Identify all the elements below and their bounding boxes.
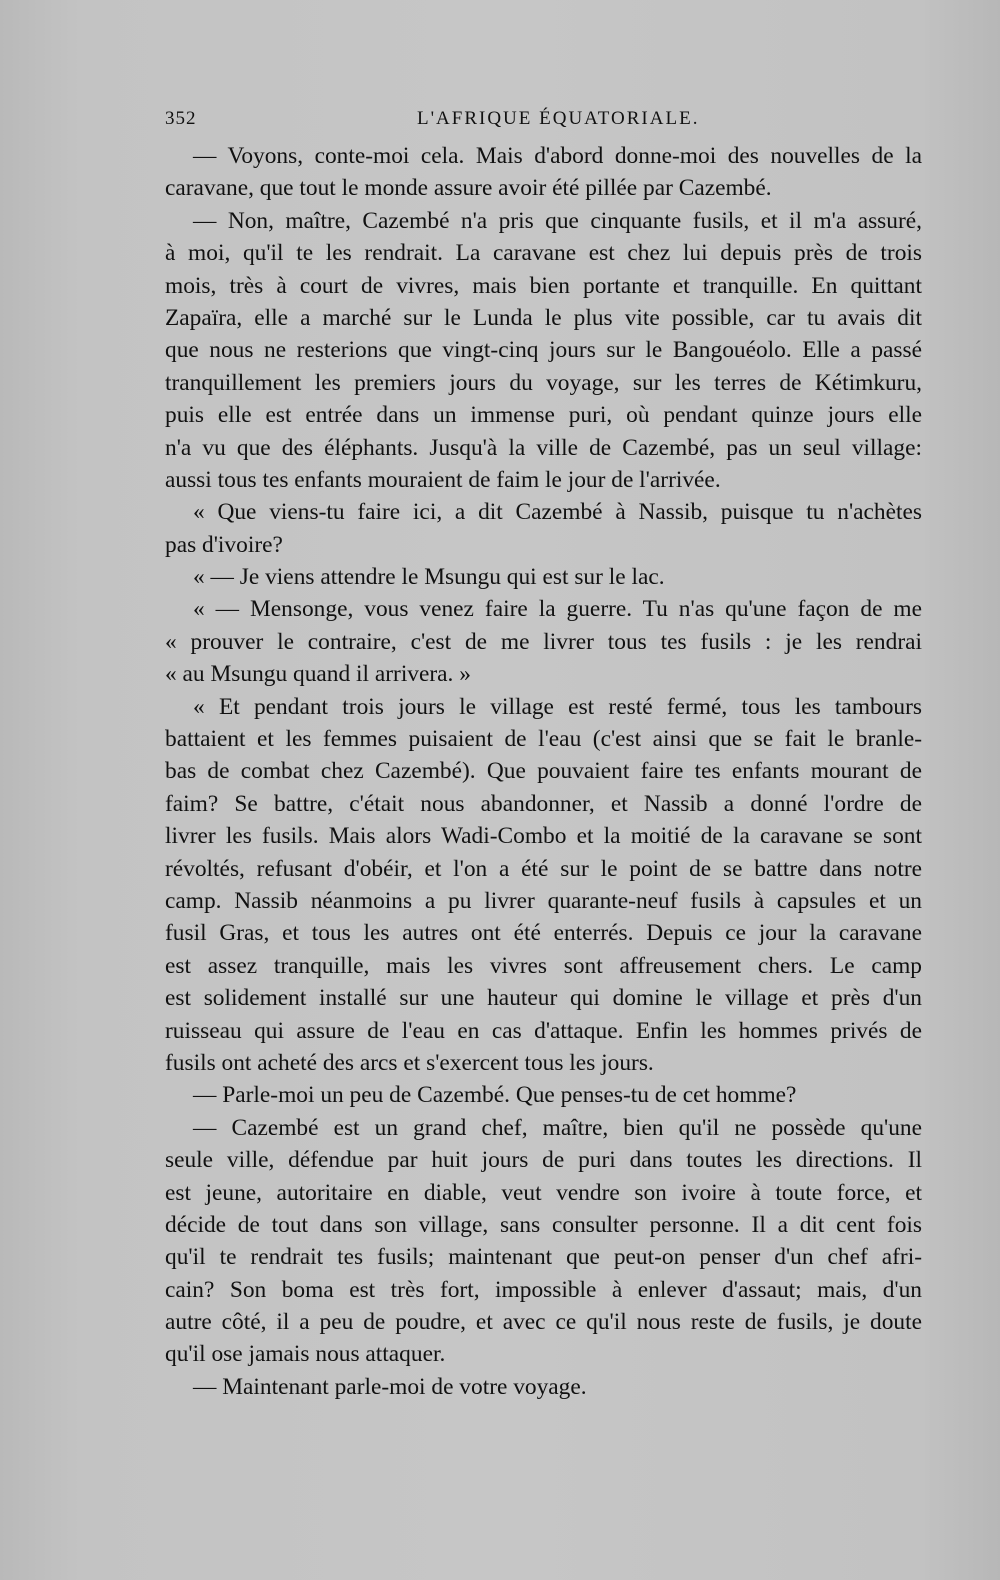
text-line: « Et pendant trois jours le village est resté fermé, tous les tambours bbox=[193, 693, 922, 720]
text-line: fusils ont acheté des arcs et s'exercent tous les jours. bbox=[165, 1049, 654, 1076]
text-line: est assez tranquille, mais les vivres sont affreusement chers. Le camp bbox=[165, 952, 922, 979]
page-header bbox=[165, 108, 925, 132]
text-line: cain? Son boma est très fort, impossible à enlever d'assaut; mais, d'un bbox=[165, 1276, 922, 1303]
text-line: puis elle est entrée dans un immense puri, où pendant quinze jours elle bbox=[165, 402, 922, 429]
text-line: qu'il ose jamais nous attaquer. bbox=[165, 1341, 446, 1368]
page-number: 352 bbox=[165, 108, 197, 129]
text-line: — Non, maître, Cazembé n'a pris que cinquante fusils, et il m'a assuré, bbox=[193, 207, 922, 234]
text-line: camp. Nassib néanmoins a pu livrer quarante-neuf fusils à capsules et un bbox=[165, 887, 922, 914]
text-line: mois, très à court de vivres, mais bien portante et tranquille. En quittant bbox=[165, 272, 922, 299]
text-line: décide de tout dans son village, sans consulter personne. Il a dit cent fois bbox=[165, 1211, 922, 1238]
text-line: — Voyons, conte-moi cela. Mais d'abord donne-moi des nouvelles de la bbox=[193, 143, 922, 169]
text-line: n'a vu que des éléphants. Jusqu'à la ville de Cazembé, pas un seul village: bbox=[165, 434, 922, 461]
text-line: aussi tous tes enfants mouraient de faim le jour de l'arrivée. bbox=[165, 466, 721, 493]
text-line: — Cazembé est un grand chef, maître, bien qu'il ne possède qu'une bbox=[193, 1114, 922, 1141]
running-title: L'AFRIQUE ÉQUATORIALE. bbox=[417, 108, 700, 129]
text-line: autre côté, il a peu de poudre, et avec ce qu'il nous reste de fusils, je doute bbox=[165, 1309, 922, 1336]
text-line: bas de combat chez Cazembé). Que pouvaient faire tes enfants mourant de bbox=[165, 758, 922, 785]
text-line: faim? Se battre, c'était nous abandonner, et Nassib a donné l'ordre de bbox=[165, 790, 922, 817]
text-line: Zapaïra, elle a marché sur le Lunda le plus vite possible, car tu avais dit bbox=[165, 304, 922, 331]
text-line: livrer les fusils. Mais alors Wadi-Combo et la moitié de la caravane se sont bbox=[165, 823, 922, 850]
text-line: « prouver le contraire, c'est de me livrer tous tes fusils : je les rendrai bbox=[165, 628, 922, 655]
text-line: « — Je viens attendre le Msungu qui est sur le lac. bbox=[193, 564, 665, 591]
text-line: — Parle-moi un peu de Cazembé. Que penses-tu de cet homme? bbox=[193, 1082, 797, 1109]
text-line: est solidement installé sur une hauteur qui domine le village et près d'un bbox=[165, 985, 922, 1012]
text-line: « Que viens-tu faire ici, a dit Cazembé à Nassib, puisque tu n'achètes bbox=[193, 499, 922, 526]
text-line: seule ville, défendue par huit jours de puri dans toutes les directions. Il bbox=[165, 1147, 922, 1174]
text-line: « au Msungu quand il arrivera. » bbox=[165, 661, 471, 688]
body-text bbox=[165, 140, 922, 1403]
text-line: est jeune, autoritaire en diable, veut vendre son ivoire à toute force, et bbox=[165, 1179, 922, 1206]
text-line: fusil Gras, et tous les autres ont été enterrés. Depuis ce jour la caravane bbox=[165, 920, 922, 947]
text-line: tranquillement les premiers jours du voyage, sur les terres de Kétimkuru, bbox=[165, 369, 922, 396]
text-line: à moi, qu'il te les rendrait. La caravane est chez lui depuis près de trois bbox=[165, 240, 922, 267]
text-line: caravane, que tout le monde assure avoir été pillée par Cazembé. bbox=[165, 175, 772, 202]
text-line: ruisseau qui assure de l'eau en cas d'attaque. Enfin les hommes privés de bbox=[165, 1017, 922, 1044]
text-line: que nous ne resterions que vingt-cinq jours sur le Bangouéolo. Elle a passé bbox=[165, 337, 922, 364]
text-line: révoltés, refusant d'obéir, et l'on a été sur le point de se battre dans notre bbox=[165, 855, 922, 882]
text-line: pas d'ivoire? bbox=[165, 531, 283, 558]
text-line: « — Mensonge, vous venez faire la guerre. Tu n'as qu'une façon de me bbox=[193, 596, 922, 623]
text-line: qu'il te rendrait tes fusils; maintenant que peut-on penser d'un chef afri- bbox=[165, 1244, 922, 1271]
text-line: battaient et les femmes puisaient de l'eau (c'est ainsi que se fait le branle- bbox=[165, 726, 922, 753]
text-line: — Maintenant parle-moi de votre voyage. bbox=[193, 1373, 587, 1400]
